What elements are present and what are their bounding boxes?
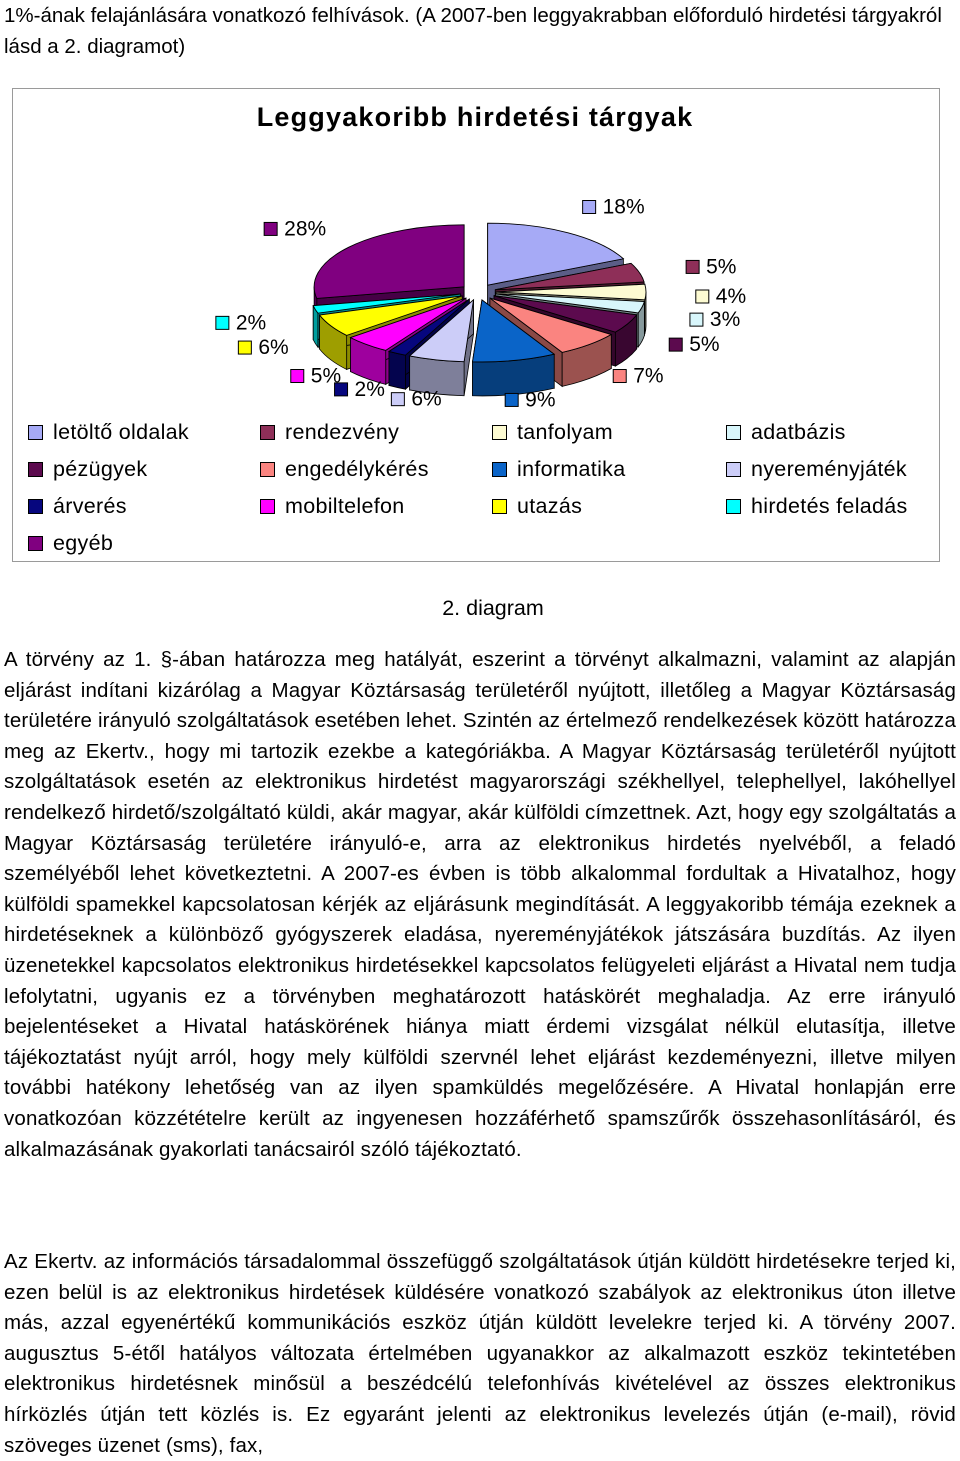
legend-label: utazás (517, 493, 583, 518)
label-marker-icon (583, 201, 596, 214)
legend-label: letöltő oldalak (53, 419, 189, 444)
legend-item (28, 492, 260, 520)
data-label (690, 308, 740, 331)
slice-value-label: 6% (258, 336, 289, 360)
legend-swatch-icon (28, 536, 43, 551)
slice-value-label: 4% (715, 285, 747, 308)
legend-label: egyéb (53, 530, 114, 555)
legend-label: nyereményjáték (751, 456, 907, 481)
slice-value-label: 5% (310, 364, 342, 388)
slice-value-label: 6% (411, 387, 442, 411)
data-label (238, 336, 288, 359)
slice-value-label: 7% (633, 364, 664, 388)
legend-swatch-icon (28, 462, 43, 477)
legend-swatch-icon (260, 462, 275, 477)
data-label (216, 311, 266, 334)
data-label (669, 333, 719, 356)
label-marker-icon (238, 341, 251, 354)
legend-item (28, 529, 260, 557)
legend-item (726, 418, 938, 446)
slice-value-label: 18% (602, 195, 645, 219)
label-marker-icon (216, 316, 229, 329)
label-marker-icon (696, 290, 709, 303)
legend-swatch-icon (726, 425, 741, 440)
data-label (583, 196, 645, 219)
label-marker-icon (505, 393, 518, 406)
slice-value-label: 9% (525, 388, 556, 412)
legend-item (260, 492, 492, 520)
data-label (696, 285, 746, 308)
data-label (613, 365, 663, 388)
legend-swatch-icon (260, 425, 275, 440)
label-marker-icon (690, 313, 703, 326)
slice-value-label: 5% (706, 255, 737, 279)
legend-label: mobiltelefon (285, 493, 405, 518)
paragraph-2: Az Ekertv. az információs társadalommal összefüggő szolgáltatások útján küldött hirdetésekre terjed ki, ezen belül is az elektronikus hirdetések küldésére vonatkozó szabályok az elektronikus úton illetve más, azzal egyenértékű kommunikációs eszköz útján küldött levelekre terjed ki. A törvény 2007. augusztus 5-étől hatályos változata értelmében ugyanakkor az alkalmazott eszköz tekintetében elektronikus hirdetésnek minősül a beszédcélú telefonhívás kivételével az összes elektronikus hírközlés útján tett közlés is. Ez egyaránt jelenti az elektronikus levelezés útján (e-mail), rövid szöveges üzenet (sms), fax, (4, 1250, 956, 1457)
legend-label: informatika (517, 456, 626, 481)
legend-label: hirdetés feladás (751, 493, 908, 518)
legend-item (492, 418, 726, 446)
label-marker-icon (264, 222, 277, 235)
label-marker-icon (291, 370, 304, 383)
legend-label: pézügyek (53, 456, 148, 481)
legend-item (726, 492, 938, 520)
label-marker-icon (391, 393, 404, 406)
legend-swatch-icon (492, 425, 507, 440)
legend-swatch-icon (726, 499, 741, 514)
slice-value-label: 2% (235, 311, 267, 335)
legend-label: engedélykérés (285, 456, 429, 481)
legend-swatch-icon (492, 499, 507, 514)
chart-title: Leggyakoribb hirdetési tárgyak (256, 102, 694, 132)
legend-swatch-icon (260, 499, 275, 514)
slice-value-label: 5% (689, 333, 720, 357)
data-label (686, 255, 736, 278)
slice-value-label: 3% (709, 308, 741, 332)
legend-item (726, 455, 938, 483)
slice-value-label: 2% (354, 377, 385, 401)
legend-item (260, 455, 492, 483)
legend-item (28, 418, 260, 446)
legend-swatch-icon (28, 499, 43, 514)
label-marker-icon (686, 260, 699, 273)
legend-item (492, 455, 726, 483)
data-label (264, 217, 326, 240)
legend-item (28, 455, 260, 483)
intro-text: 1%-ának felajánlására vonatkozó felhívások. (A 2007-ben leggyakrabban előforduló hirdetési tárgyakról lásd a 2. diagramot) (4, 4, 942, 58)
legend-swatch-icon (492, 462, 507, 477)
legend-label: adatbázis (751, 419, 846, 444)
legend-label: rendezvény (285, 419, 400, 444)
data-label (291, 365, 341, 388)
data-label (391, 388, 441, 411)
paragraph-1: A törvény az 1. §-ában határozza meg hatályát, eszerint a törvényt alkalmazni, valamint az alapján eljárást indítani kizárólag a Magyar Köztársaság területéről nyújtott, illetőleg a Magyar Köztársaság területére irányuló szolgáltatások esetében lehet. Szintén az értelmező rendelkezések között határozza meg az Ekertv., hogy mi tartozik ezekbe a kategóriákba. A Magyar Köztársaság területéről nyújtott szolgáltatások esetén az elektronikus hirdetést magyarországi székhellyel, telephellyel, lakóhellyel rendelkező hirdető/szolgáltató küldi, akár magyar, akár külföldi címzettnek. Azt, hogy egy szolgáltatás a Magyar Köztársaság területére irányuló-e, arra az elektronikus hirdetés nyelvéből, a feladó személyéből lehet következtetni. A 2007-es évben is több alkalommal fordultak a Hivatalhoz, hogy külföldi spamekkel kapcsolatosan kérjék az eljárásunk megindítását. A leggyakoribb témája ezeknek a hirdetéseknek a különböző gyógyszerek eladása, nyereményjátékok játszására buzdítás. Az ilyen üzenetekkel kapcsolatos elektronikus hirdetésekkel kapcsolatos felügyeleti eljárást a Hivatal nem tudja lefolytatni, ugyanis ez a törvényben meghatározott hatáskörét meghaladja. Az erre irányuló bejelentéseket a Hivatal hatáskörének hiánya miatt érdemi vizsgálat nélkül elutasítja, illetve tájékoztatást nyújt arról, hogy mely külföldi szervnél lehet eljárást kezdeményezni, illetve milyen további hatékony lehetőség van az ilyen spamküldés megelőzésére. A Hivatal honlapján erre vonatkozóan közzétételre került az ingyenesen hozzáférhető spamszűrők összehasonlításáról, és alkalmazásának gyakorlati tanácsairól szóló tájékoztató. (4, 648, 957, 1161)
legend-item (260, 418, 492, 446)
chart-legend (28, 418, 938, 557)
legend-label: árverés (53, 493, 127, 518)
label-marker-icon (613, 370, 626, 383)
data-label (335, 378, 385, 401)
legend-swatch-icon (28, 425, 43, 440)
legend-label: tanfolyam (517, 419, 613, 444)
label-marker-icon (669, 338, 682, 351)
legend-item (492, 492, 726, 520)
slice-value-label: 28% (284, 217, 327, 241)
figure-caption: 2. diagram (442, 596, 544, 620)
legend-swatch-icon (726, 462, 741, 477)
